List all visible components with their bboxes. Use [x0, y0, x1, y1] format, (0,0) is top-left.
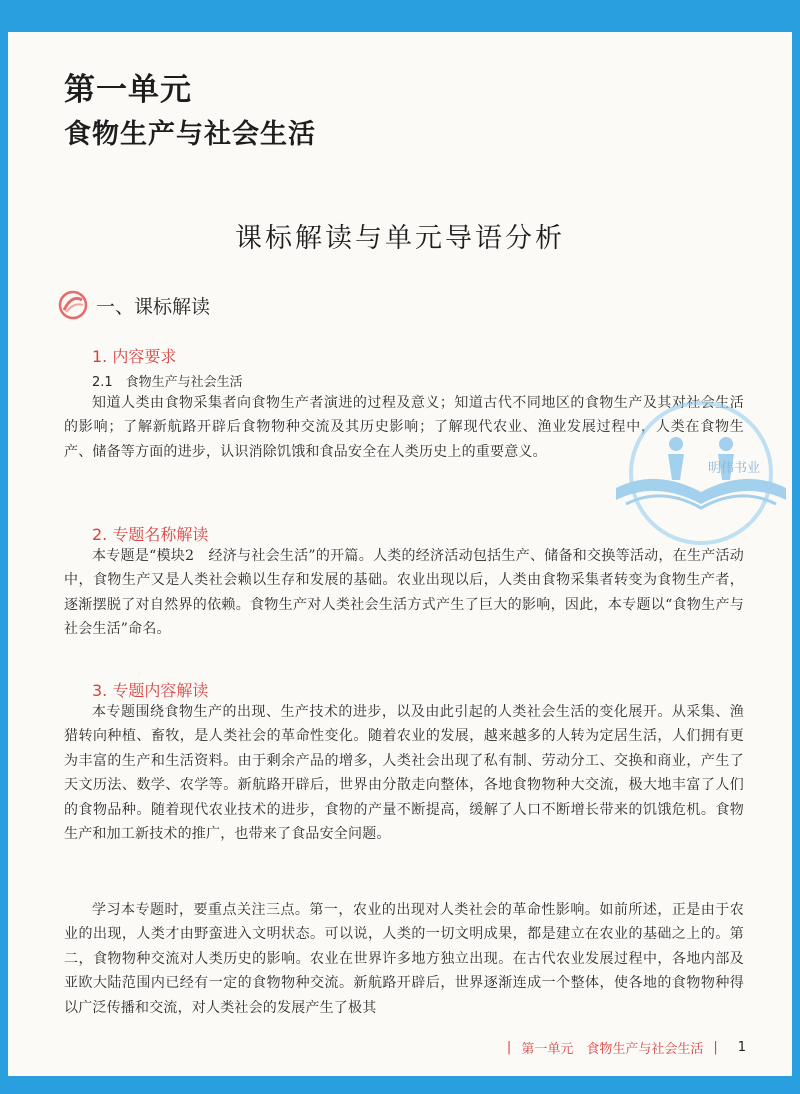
page-footer: [507, 1038, 746, 1057]
content-requirement-heading: 1. 内容要求: [92, 347, 177, 366]
page-number: 1: [737, 1040, 746, 1055]
section-heading-1: [58, 290, 210, 320]
unit-subtitle: 食物生产与社会生活: [64, 119, 316, 150]
content-requirement-paragraph: 知道人类由食物采集者向食物生产者演进的过程及意义；知道古代不同地区的食物生产及其对社会生活的影响；了解新航路开辟后食物物种交流及其历史影响；了解现代农业、渔业发展过程中，人类在食物生产、储备等方面的进步，认识消除饥饿和食品安全在人类历史上的重要意义。: [64, 395, 744, 460]
watermark-logo: [596, 388, 792, 558]
topic-content-paragraph-2: 学习本专题时，要重点关注三点。第一，农业的出现对人类社会的革命性影响。如前所述，正是由于农业的出现，人类才由野蛮进入文明状态。可以说，人类的一切文明成果，都是建立在农业的基础之上的。第二，食物物种交流对人类历史的影响。农业在世界许多地方独立出现。在古代农业发展过程中，各地内部及亚欧大陆范围内已经有一定的食物物种交流。新航路开辟后，世界逐渐连成一个整体，使各地的食物物种得以广泛传播和交流，对人类社会的发展产生了极其: [64, 902, 744, 1016]
footer-divider: |: [713, 1040, 718, 1055]
swirl-section-icon: [58, 290, 88, 320]
content-requirement-subheading: 2.1 食物生产与社会生活: [92, 375, 243, 390]
topic-name-heading: 2. 专题名称解读: [92, 525, 209, 544]
main-heading: 课标解读与单元导语分析: [235, 223, 565, 254]
document-page: [8, 32, 792, 1076]
unit-title: 第一单元: [64, 72, 192, 108]
footer-divider: |: [506, 1040, 512, 1055]
section-heading-1-label: 一、课标解读: [96, 295, 211, 318]
footer-running-title: 第一单元 食物生产与社会生活: [521, 1042, 704, 1057]
topic-name-paragraph: 本专题是“模块2 经济与社会生活”的开篇。人类的经济活动包括生产、储备和交换等活动，在生产活动中，食物生产又是人类社会赖以生存和发展的基础。农业出现以后，人类由食物采集者转变为食物生产者，逐渐摆脱了对自然界的依赖。食物生产对人类社会生活方式产生了巨大的影响，因此，本专题以“食物生产与社会生活”命名。: [64, 548, 744, 638]
topic-content-paragraph-1: 本专题围绕食物生产的出现、生产技术的进步，以及由此引起的人类社会生活的变化展开。从采集、渔猎转向种植、畜牧，是人类社会的革命性变化。随着农业的发展，越来越多的人转为定居生活，人们拥有更为丰富的生产和生活资料。由于剩余产品的增多，人类社会出现了私有制、劳动分工、交换和商业，产生了天文历法、数学、农学等。新航路开辟后，世界由分散走向整体，各地食物物种大交流，极大地丰富了人们的食物品种。随着现代农业技术的进步，食物的产量不断提高，缓解了人口不断增长带来的饥饿危机。食物生产和加工新技术的推广，也带来了食品安全问题。: [64, 704, 744, 843]
watermark-text: 明伟书业: [708, 461, 761, 476]
topic-content-heading: 3. 专题内容解读: [92, 681, 209, 700]
